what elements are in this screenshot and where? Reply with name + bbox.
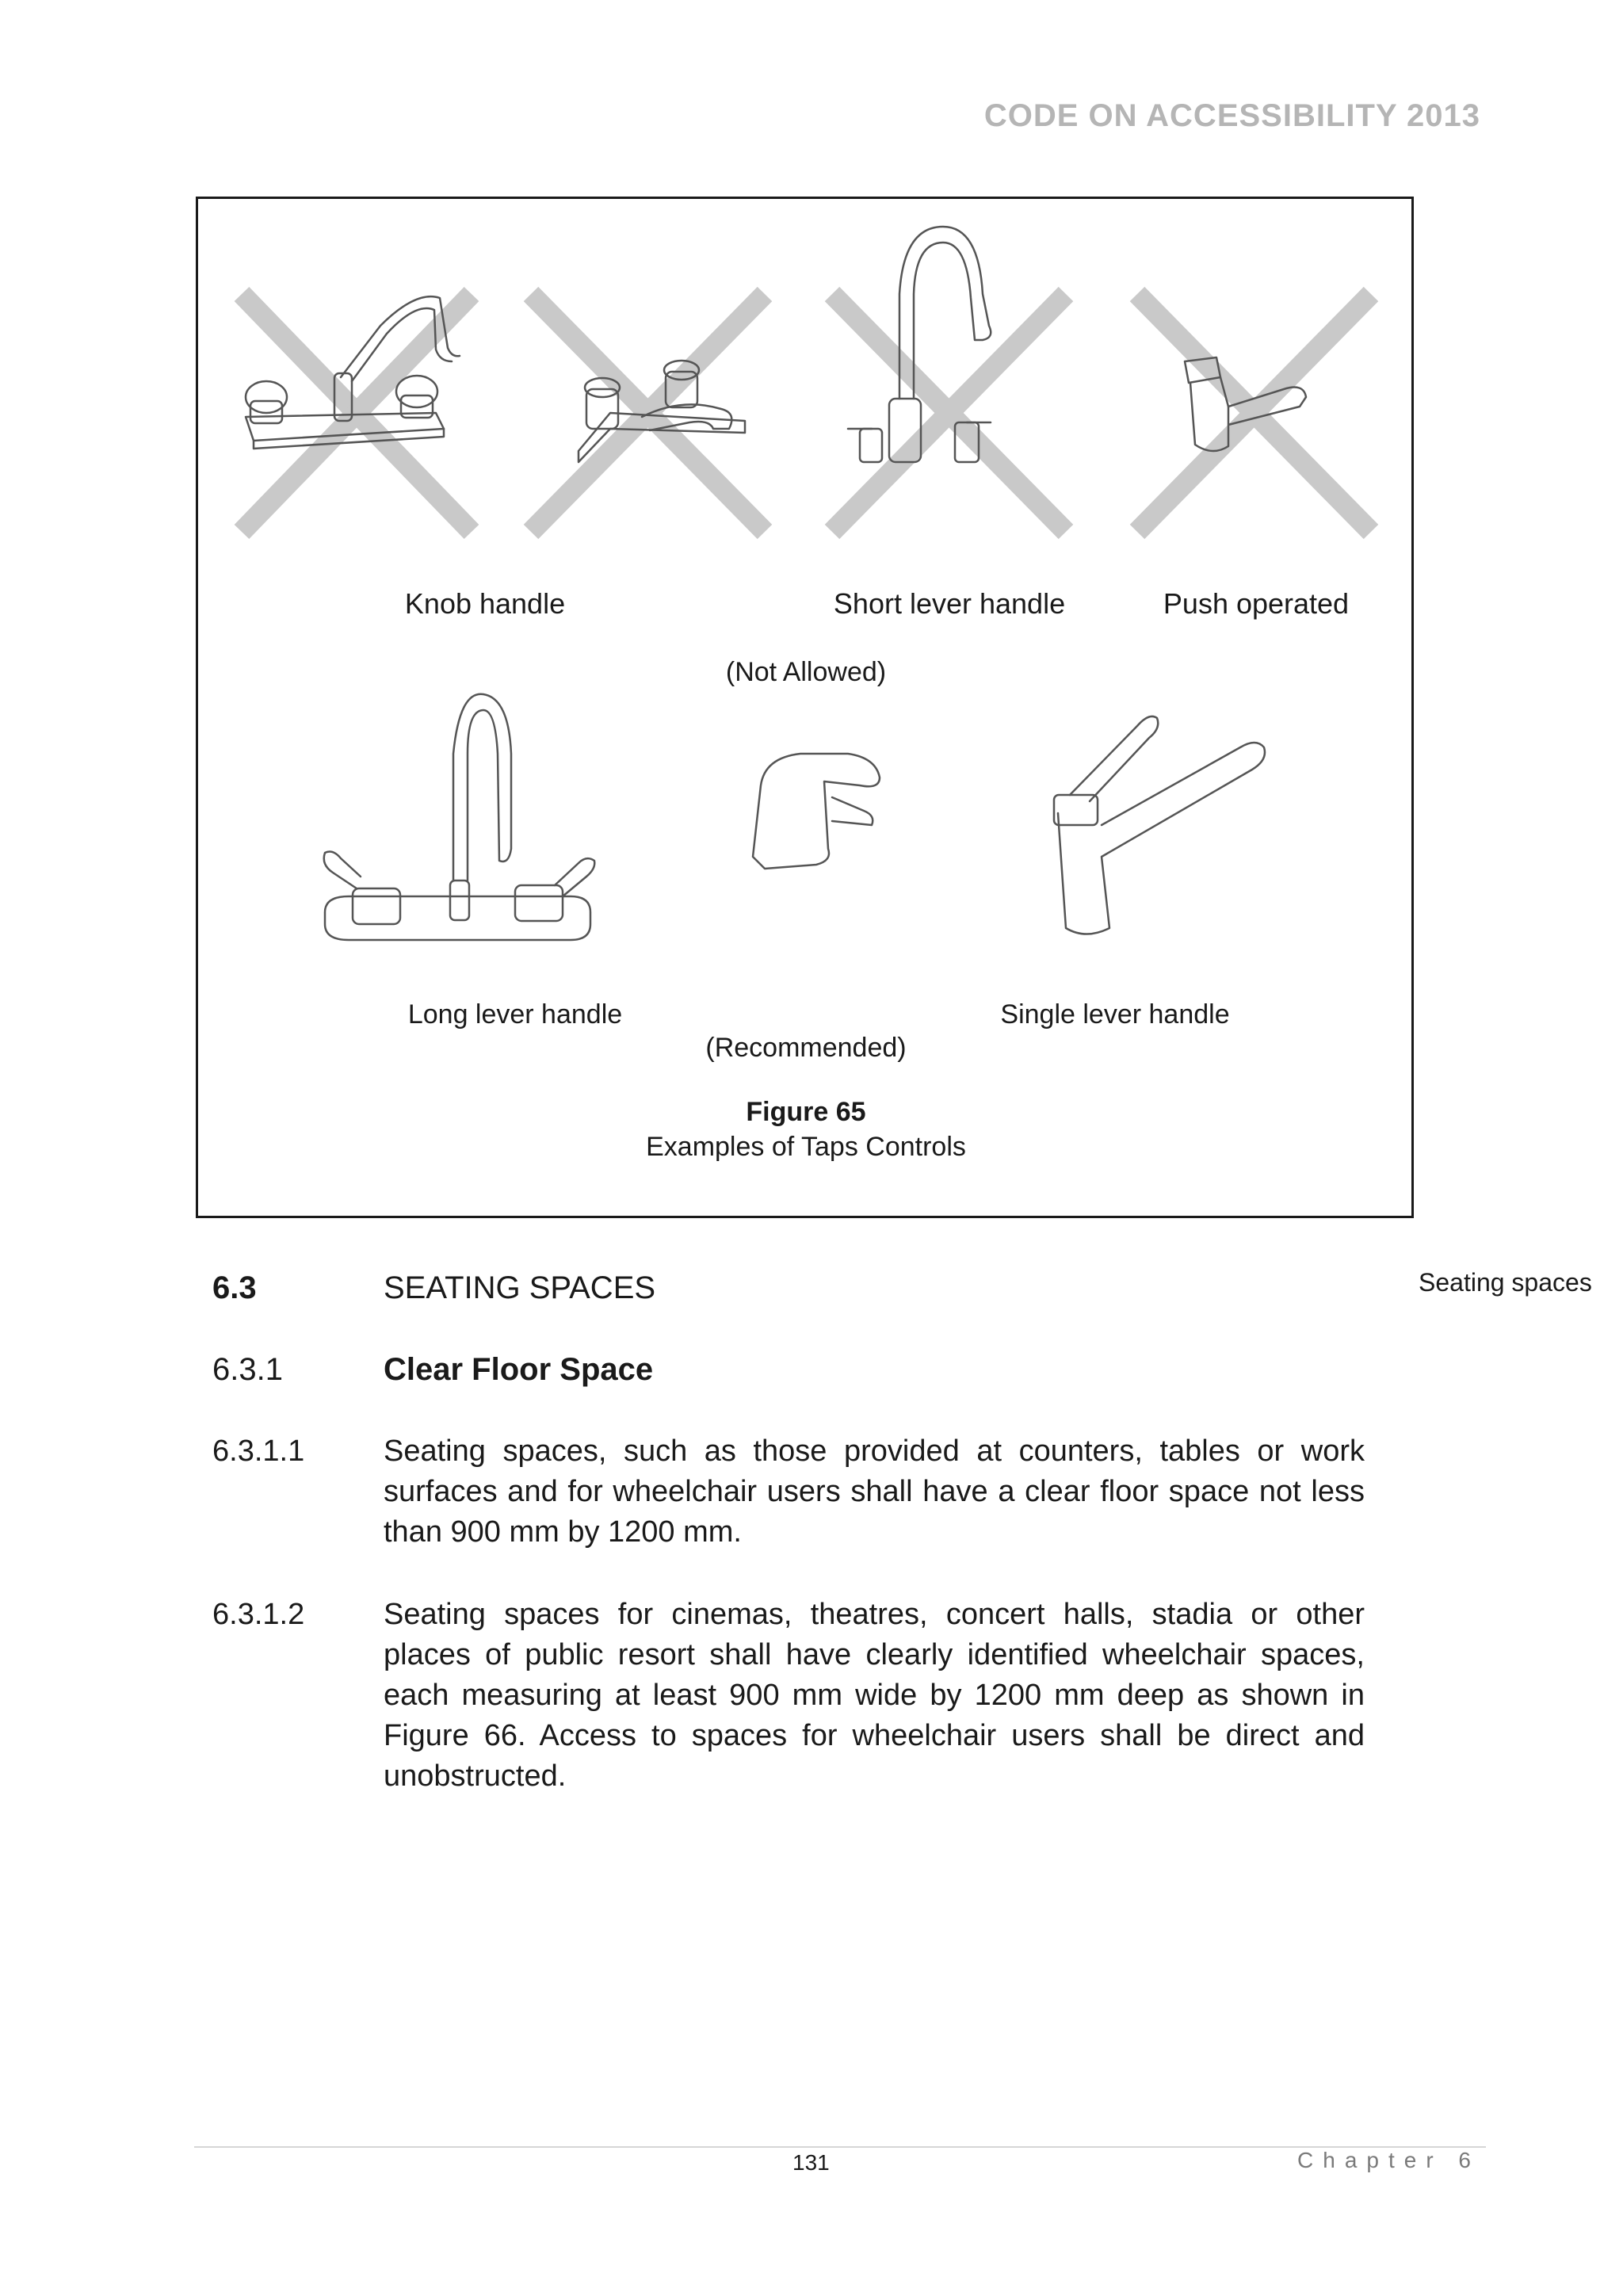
margin-note: Seating spaces	[1419, 1268, 1592, 1297]
page-number: 131	[792, 2150, 830, 2175]
basin-mixer-tap-icon	[753, 754, 880, 869]
not-allowed-cross-icon	[242, 294, 472, 532]
not-allowed-caption: (Not Allowed)	[725, 657, 887, 687]
chapter-label: Chapter 6	[1297, 2148, 1480, 2172]
section-title: SEATING SPACES	[384, 1270, 656, 1305]
paragraph-number: 6.3.1.1	[212, 1435, 305, 1468]
single-lever-tap-icon	[1054, 716, 1265, 934]
document-header-title: CODE ON ACCESSIBILITY 2013	[983, 98, 1480, 133]
long-lever-handle-label: Long lever handle	[407, 999, 623, 1030]
knob-handle-label: Knob handle	[404, 587, 566, 620]
not-allowed-cross-icon	[1137, 294, 1371, 532]
figure-number: Figure 65	[746, 1097, 866, 1127]
short-lever-handle-label: Short lever handle	[833, 587, 1066, 620]
single-lever-handle-label: Single lever handle	[1000, 999, 1230, 1030]
long-lever-tap-icon	[324, 694, 595, 940]
footer-divider	[194, 2146, 1486, 2148]
subsection-title: Clear Floor Space	[384, 1352, 654, 1387]
not-allowed-cross-icon	[832, 294, 1066, 532]
subsection-number: 6.3.1	[212, 1352, 283, 1387]
recommended-caption: (Recommended)	[705, 1033, 907, 1063]
paragraph-number: 6.3.1.2	[212, 1598, 305, 1631]
figure-caption: Examples of Taps Controls	[646, 1132, 966, 1162]
paragraph-text: Seating spaces, such as those provided at counters, tables or work surfaces and for wheelchair users shall have a clear floor space not less than 900 mm by 1200 mm.	[384, 1435, 1365, 1549]
paragraph-text: Seating spaces for cinemas, theatres, concert halls, stadia or other places of public resort shall have clearly identified wheelchair spaces, each measuring at least 900 mm wide by 1200 mm deep as shown in Figure 66. Access to spaces for wheelchair users shall be direct and unobstructed.	[384, 1598, 1365, 1793]
figure-65-frame	[196, 197, 1414, 1218]
section-number: 6.3	[212, 1270, 257, 1305]
push-operated-label: Push operated	[1163, 587, 1350, 620]
